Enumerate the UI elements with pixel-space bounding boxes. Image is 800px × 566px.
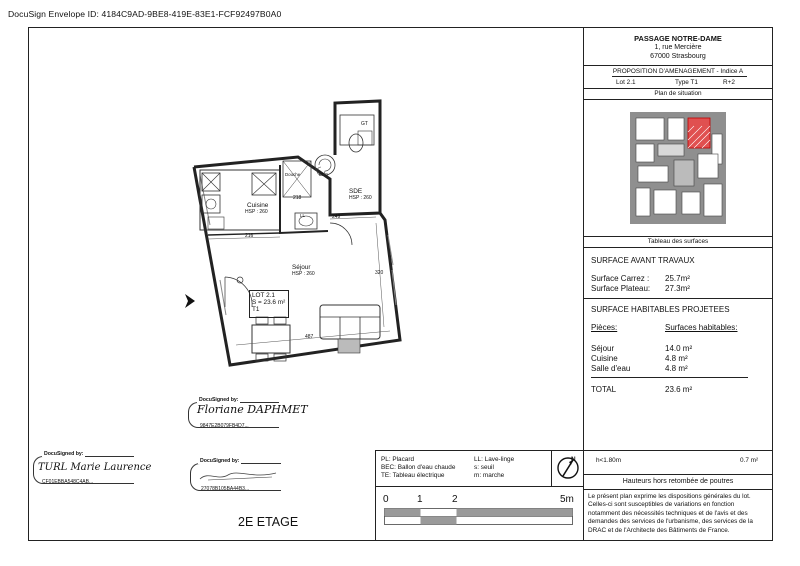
scale-tick-0: 0 <box>383 494 389 505</box>
lot-tag-line1: LOT 2.1 <box>252 292 275 299</box>
floor-label: 2E ETAGE <box>238 515 299 529</box>
carrez-value: 25.7m² <box>665 274 690 283</box>
docusigned-label: DocuSigned by: <box>200 458 240 464</box>
project-title: PASSAGE NOTRE-DAME <box>634 34 722 43</box>
room-area: 4.8 m² <box>665 354 688 363</box>
lot-tag-line2: S = 23.6 m² <box>252 299 286 306</box>
beams-note: Hauteurs hors retombée de poutres <box>622 478 734 485</box>
col-surfaces: Surfaces habitables: <box>665 323 738 332</box>
surfaces-table-title: Tableau des surfaces <box>647 238 709 245</box>
room-sde-hsp: HSP : 260 <box>349 195 372 201</box>
room-name: Cuisine <box>591 354 618 363</box>
dim-218: 218 <box>293 195 302 201</box>
plateau-label: Surface Plateau: <box>591 284 651 293</box>
height-label: h<1.80m <box>596 457 622 464</box>
divider <box>583 489 773 490</box>
room-name: Salle d'eau <box>591 364 631 373</box>
dim-216: 216 <box>245 233 254 239</box>
label-bec: BEC <box>319 172 329 177</box>
divider <box>583 247 773 248</box>
scale-tick-2: 2 <box>452 494 458 505</box>
carrez-label: Surface Carrez : <box>591 274 650 283</box>
north-label: N <box>571 456 576 463</box>
total-label: TOTAL <box>591 385 617 394</box>
divider <box>583 236 773 237</box>
situation-label: Plan de situation <box>654 90 702 97</box>
legend-te: TE: Tableau électrique <box>381 472 445 479</box>
room-sejour: Séjour <box>292 264 311 271</box>
floor-plan <box>180 95 410 375</box>
disclaimer: Le présent plan exprime les dispositions générales du lot. Celles-ci sont susceptibles de variations en fonction notamment des nécessités techniques et de l'avis et des demandes des services de l'urbanisme, des services de la DRAC et de l'Architecte des Bâtiments de France. <box>588 493 753 534</box>
legend-m: m: marche <box>474 472 505 479</box>
legend-s: s: seuil <box>474 464 494 471</box>
room-sde: SDE <box>349 188 363 195</box>
type-label: Type T1 <box>675 79 698 86</box>
divider <box>583 298 773 299</box>
lot-tag-line3: T1 <box>252 306 260 313</box>
plateau-value: 27.3m² <box>665 284 690 293</box>
legend-ll: LL: Lave-linge <box>474 456 515 463</box>
divider <box>583 88 773 89</box>
scale-tick-1: 1 <box>417 494 423 505</box>
docusigned-label: DocuSigned by: <box>44 451 84 457</box>
proposal-label: PROPOSITION D'AMENAGEMENT - Indice A <box>612 68 744 75</box>
height-value: 0.7 m² <box>740 457 759 464</box>
situation-plan <box>628 104 730 230</box>
legend-pl: PL: Placard <box>381 456 415 463</box>
col-rooms: Pièces: <box>591 323 618 332</box>
room-area: 14.0 m² <box>665 344 693 353</box>
signature-1: Floriane DAPHMET <box>197 403 308 416</box>
room-name: Séjour <box>591 344 615 353</box>
label-gt: GT <box>361 121 368 127</box>
project-address-2: 67000 Strasbourg <box>650 53 706 60</box>
divider <box>583 474 773 475</box>
scale-tick-5: 5m <box>560 494 574 505</box>
divider <box>375 486 583 487</box>
north-arrow-icon <box>555 454 581 482</box>
label-douche: Douche <box>285 172 301 177</box>
level-label: R+2 <box>723 79 735 86</box>
divider <box>551 450 552 486</box>
divider <box>583 450 773 451</box>
divider <box>375 450 376 541</box>
right-column-divider <box>583 27 584 541</box>
room-area: 4.8 m² <box>665 364 688 373</box>
docusigned-label: DocuSigned by: <box>199 397 239 403</box>
signature-2: TURL Marie Laurence <box>38 462 152 473</box>
dim-249: 249 <box>332 214 341 220</box>
envelope-id: DocuSign Envelope ID: 4184C9AD-9BE8-419E-83E1-FCF92497B0A0 <box>8 9 282 19</box>
signature-2-id: CF01EBBA548C4AB... <box>42 479 94 485</box>
divider <box>583 99 773 100</box>
habitable-title: SURFACE HABITABLES PROJETEES <box>591 305 730 314</box>
total-value: 23.6 m² <box>665 385 693 394</box>
signature-3-scribble <box>198 467 278 483</box>
dim-487: 487 <box>305 334 314 340</box>
divider <box>591 377 748 378</box>
signature-1-id: 9847E2B079FB4D7... <box>200 423 249 429</box>
room-cuisine-hsp: HSP : 260 <box>245 209 268 215</box>
room-cuisine: Cuisine <box>247 202 269 209</box>
entrance-arrow-icon <box>184 293 196 309</box>
room-sejour-hsp: HSP : 260 <box>292 271 315 277</box>
divider <box>583 65 773 66</box>
dim-320: 320 <box>375 270 384 276</box>
divider <box>612 76 747 77</box>
lot-label: Lot 2.1 <box>616 79 636 86</box>
signature-3-id: 27078B105BA44B3... <box>201 486 250 492</box>
label-ll: LL <box>300 213 305 218</box>
before-works-title: SURFACE AVANT TRAVAUX <box>591 256 695 265</box>
project-address-1: 1, rue Mercière <box>654 44 702 51</box>
scale-bar <box>384 508 574 526</box>
legend-bec: BEC: Ballon d'eau chaude <box>381 464 456 471</box>
